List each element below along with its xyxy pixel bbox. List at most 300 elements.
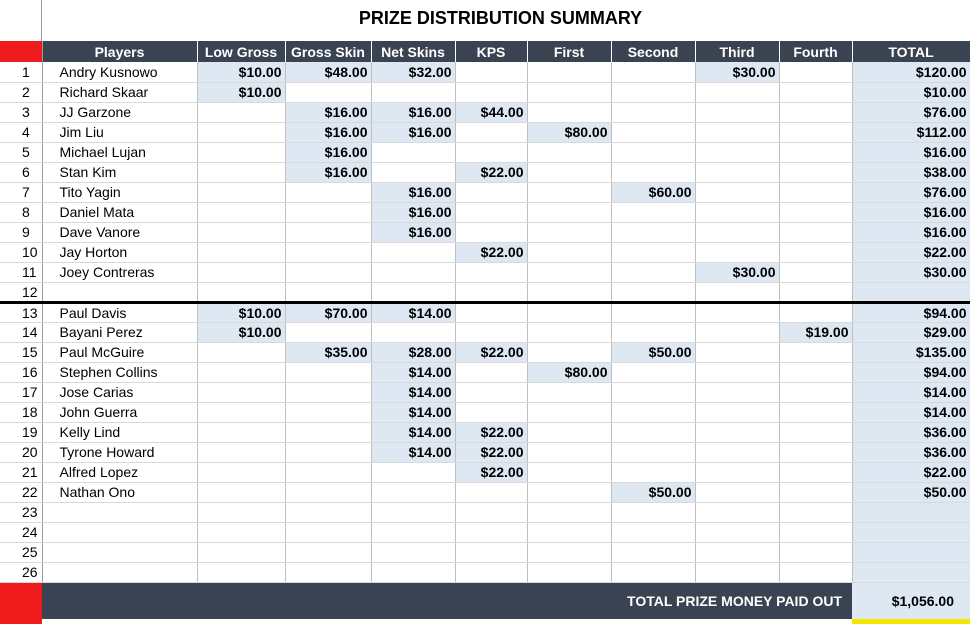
first-cell[interactable]: [527, 222, 611, 242]
kps-cell[interactable]: [455, 562, 527, 582]
first-cell[interactable]: [527, 502, 611, 522]
low-gross-cell[interactable]: [197, 482, 285, 502]
second-cell[interactable]: $50.00: [611, 342, 695, 362]
second-cell[interactable]: [611, 242, 695, 262]
player-name-cell[interactable]: Richard Skaar: [42, 82, 197, 102]
fourth-cell[interactable]: [779, 142, 852, 162]
player-name-cell[interactable]: [42, 542, 197, 562]
row-number[interactable]: 23: [0, 502, 42, 522]
player-name-cell[interactable]: Stan Kim: [42, 162, 197, 182]
player-name-cell[interactable]: Tito Yagin: [42, 182, 197, 202]
low-gross-cell[interactable]: [197, 282, 285, 302]
kps-cell[interactable]: $22.00: [455, 462, 527, 482]
first-cell[interactable]: [527, 342, 611, 362]
fourth-cell[interactable]: [779, 282, 852, 302]
second-cell[interactable]: [611, 202, 695, 222]
third-cell[interactable]: [695, 402, 779, 422]
kps-cell[interactable]: [455, 202, 527, 222]
col-header-fourth[interactable]: Fourth: [779, 41, 852, 62]
second-cell[interactable]: [611, 302, 695, 322]
fourth-cell[interactable]: [779, 202, 852, 222]
player-name-cell[interactable]: JJ Garzone: [42, 102, 197, 122]
net-skins-cell[interactable]: [371, 522, 455, 542]
third-cell[interactable]: [695, 162, 779, 182]
net-skins-cell[interactable]: [371, 482, 455, 502]
fourth-cell[interactable]: $19.00: [779, 322, 852, 342]
third-cell[interactable]: [695, 462, 779, 482]
kps-cell[interactable]: [455, 182, 527, 202]
third-cell[interactable]: [695, 242, 779, 262]
fourth-cell[interactable]: [779, 222, 852, 242]
row-number[interactable]: 21: [0, 462, 42, 482]
first-cell[interactable]: [527, 382, 611, 402]
low-gross-cell[interactable]: [197, 522, 285, 542]
fourth-cell[interactable]: [779, 242, 852, 262]
player-name-cell[interactable]: Kelly Lind: [42, 422, 197, 442]
second-cell[interactable]: [611, 282, 695, 302]
player-name-cell[interactable]: Bayani Perez: [42, 322, 197, 342]
low-gross-cell[interactable]: [197, 162, 285, 182]
low-gross-cell[interactable]: $10.00: [197, 302, 285, 322]
third-cell[interactable]: [695, 442, 779, 462]
low-gross-cell[interactable]: $10.00: [197, 82, 285, 102]
first-cell[interactable]: [527, 402, 611, 422]
total-cell[interactable]: $50.00: [852, 482, 970, 502]
total-cell[interactable]: [852, 542, 970, 562]
total-cell[interactable]: $16.00: [852, 202, 970, 222]
second-cell[interactable]: [611, 82, 695, 102]
second-cell[interactable]: $60.00: [611, 182, 695, 202]
player-name-cell[interactable]: Jay Horton: [42, 242, 197, 262]
col-header-third[interactable]: Third: [695, 41, 779, 62]
fourth-cell[interactable]: [779, 482, 852, 502]
player-name-cell[interactable]: Jim Liu: [42, 122, 197, 142]
total-cell[interactable]: $22.00: [852, 462, 970, 482]
net-skins-cell[interactable]: $28.00: [371, 342, 455, 362]
player-name-cell[interactable]: Michael Lujan: [42, 142, 197, 162]
row-number[interactable]: 7: [0, 182, 42, 202]
first-cell[interactable]: [527, 302, 611, 322]
kps-cell[interactable]: [455, 542, 527, 562]
gross-skin-cell[interactable]: [285, 422, 371, 442]
first-cell[interactable]: [527, 142, 611, 162]
net-skins-cell[interactable]: $14.00: [371, 382, 455, 402]
third-cell[interactable]: [695, 202, 779, 222]
low-gross-cell[interactable]: $10.00: [197, 62, 285, 82]
row-number[interactable]: 15: [0, 342, 42, 362]
total-cell[interactable]: $29.00: [852, 322, 970, 342]
gross-skin-cell[interactable]: [285, 382, 371, 402]
col-header-total[interactable]: TOTAL: [852, 41, 970, 62]
total-cell[interactable]: $38.00: [852, 162, 970, 182]
player-name-cell[interactable]: Andry Kusnowo: [42, 62, 197, 82]
total-cell[interactable]: $94.00: [852, 362, 970, 382]
row-number[interactable]: 19: [0, 422, 42, 442]
third-cell[interactable]: [695, 342, 779, 362]
third-cell[interactable]: [695, 102, 779, 122]
col-header-low-gross[interactable]: Low Gross: [197, 41, 285, 62]
col-header-second[interactable]: Second: [611, 41, 695, 62]
fourth-cell[interactable]: [779, 422, 852, 442]
gross-skin-cell[interactable]: [285, 182, 371, 202]
net-skins-cell[interactable]: $16.00: [371, 222, 455, 242]
first-cell[interactable]: [527, 542, 611, 562]
first-cell[interactable]: [527, 562, 611, 582]
kps-cell[interactable]: $22.00: [455, 342, 527, 362]
low-gross-cell[interactable]: [197, 382, 285, 402]
total-cell[interactable]: [852, 502, 970, 522]
kps-cell[interactable]: [455, 82, 527, 102]
gross-skin-cell[interactable]: [285, 82, 371, 102]
total-cell[interactable]: $76.00: [852, 182, 970, 202]
low-gross-cell[interactable]: [197, 502, 285, 522]
second-cell[interactable]: [611, 522, 695, 542]
kps-cell[interactable]: [455, 222, 527, 242]
kps-cell[interactable]: [455, 322, 527, 342]
kps-cell[interactable]: [455, 142, 527, 162]
first-cell[interactable]: [527, 282, 611, 302]
fourth-cell[interactable]: [779, 362, 852, 382]
net-skins-cell[interactable]: $16.00: [371, 122, 455, 142]
third-cell[interactable]: [695, 302, 779, 322]
col-header-first[interactable]: First: [527, 41, 611, 62]
net-skins-cell[interactable]: [371, 162, 455, 182]
low-gross-cell[interactable]: [197, 562, 285, 582]
low-gross-cell[interactable]: [197, 402, 285, 422]
kps-cell[interactable]: $22.00: [455, 422, 527, 442]
col-header-gross-skin[interactable]: Gross Skin: [285, 41, 371, 62]
second-cell[interactable]: [611, 222, 695, 242]
player-name-cell[interactable]: [42, 562, 197, 582]
kps-cell[interactable]: [455, 502, 527, 522]
total-cell[interactable]: $94.00: [852, 302, 970, 322]
row-number[interactable]: 17: [0, 382, 42, 402]
gross-skin-cell[interactable]: [285, 362, 371, 382]
first-cell[interactable]: [527, 422, 611, 442]
row-number[interactable]: 13: [0, 302, 42, 322]
low-gross-cell[interactable]: [197, 442, 285, 462]
gross-skin-cell[interactable]: $35.00: [285, 342, 371, 362]
low-gross-cell[interactable]: [197, 102, 285, 122]
gross-skin-cell[interactable]: [285, 202, 371, 222]
first-cell[interactable]: [527, 82, 611, 102]
gross-skin-cell[interactable]: [285, 502, 371, 522]
second-cell[interactable]: [611, 382, 695, 402]
third-cell[interactable]: [695, 82, 779, 102]
first-cell[interactable]: [527, 242, 611, 262]
total-cell[interactable]: $36.00: [852, 442, 970, 462]
low-gross-cell[interactable]: [197, 362, 285, 382]
row-number[interactable]: 24: [0, 522, 42, 542]
gross-skin-cell[interactable]: $16.00: [285, 122, 371, 142]
kps-cell[interactable]: [455, 482, 527, 502]
player-name-cell[interactable]: Paul Davis: [42, 302, 197, 322]
third-cell[interactable]: [695, 482, 779, 502]
net-skins-cell[interactable]: $14.00: [371, 362, 455, 382]
grand-total-cell[interactable]: $1,056.00: [852, 583, 970, 619]
low-gross-cell[interactable]: $10.00: [197, 322, 285, 342]
row-number[interactable]: 22: [0, 482, 42, 502]
second-cell[interactable]: [611, 102, 695, 122]
third-cell[interactable]: [695, 542, 779, 562]
gross-skin-cell[interactable]: $16.00: [285, 102, 371, 122]
second-cell[interactable]: [611, 422, 695, 442]
fourth-cell[interactable]: [779, 442, 852, 462]
second-cell[interactable]: [611, 62, 695, 82]
third-cell[interactable]: [695, 182, 779, 202]
net-skins-cell[interactable]: $32.00: [371, 62, 455, 82]
total-cell[interactable]: $76.00: [852, 102, 970, 122]
low-gross-cell[interactable]: [197, 542, 285, 562]
net-skins-cell[interactable]: $16.00: [371, 102, 455, 122]
first-cell[interactable]: [527, 522, 611, 542]
gross-skin-cell[interactable]: [285, 282, 371, 302]
col-header-players[interactable]: Players: [42, 41, 197, 62]
fourth-cell[interactable]: [779, 82, 852, 102]
kps-cell[interactable]: $22.00: [455, 242, 527, 262]
second-cell[interactable]: [611, 122, 695, 142]
net-skins-cell[interactable]: [371, 262, 455, 282]
gross-skin-cell[interactable]: [285, 322, 371, 342]
second-cell[interactable]: [611, 442, 695, 462]
row-number[interactable]: 11: [0, 262, 42, 282]
fourth-cell[interactable]: [779, 62, 852, 82]
net-skins-cell[interactable]: [371, 242, 455, 262]
third-cell[interactable]: [695, 222, 779, 242]
row-number[interactable]: 12: [0, 282, 42, 302]
net-skins-cell[interactable]: $14.00: [371, 422, 455, 442]
gross-skin-cell[interactable]: [285, 242, 371, 262]
low-gross-cell[interactable]: [197, 222, 285, 242]
player-name-cell[interactable]: Tyrone Howard: [42, 442, 197, 462]
first-cell[interactable]: [527, 322, 611, 342]
second-cell[interactable]: [611, 162, 695, 182]
gross-skin-cell[interactable]: [285, 222, 371, 242]
fourth-cell[interactable]: [779, 262, 852, 282]
kps-cell[interactable]: [455, 522, 527, 542]
fourth-cell[interactable]: [779, 522, 852, 542]
second-cell[interactable]: [611, 362, 695, 382]
second-cell[interactable]: [611, 402, 695, 422]
gross-skin-cell[interactable]: $48.00: [285, 62, 371, 82]
player-name-cell[interactable]: Alfred Lopez: [42, 462, 197, 482]
third-cell[interactable]: [695, 502, 779, 522]
net-skins-cell[interactable]: [371, 322, 455, 342]
third-cell[interactable]: $30.00: [695, 262, 779, 282]
player-name-cell[interactable]: Paul McGuire: [42, 342, 197, 362]
fourth-cell[interactable]: [779, 302, 852, 322]
row-number[interactable]: 2: [0, 82, 42, 102]
gross-skin-cell[interactable]: [285, 562, 371, 582]
kps-cell[interactable]: [455, 62, 527, 82]
first-cell[interactable]: [527, 102, 611, 122]
net-skins-cell[interactable]: $14.00: [371, 302, 455, 322]
fourth-cell[interactable]: [779, 382, 852, 402]
player-name-cell[interactable]: [42, 522, 197, 542]
gross-skin-cell[interactable]: [285, 262, 371, 282]
fourth-cell[interactable]: [779, 102, 852, 122]
total-cell[interactable]: $16.00: [852, 222, 970, 242]
second-cell[interactable]: [611, 262, 695, 282]
first-cell[interactable]: [527, 442, 611, 462]
kps-cell[interactable]: [455, 282, 527, 302]
second-cell[interactable]: [611, 502, 695, 522]
row-number[interactable]: 1: [0, 62, 42, 82]
third-cell[interactable]: [695, 422, 779, 442]
net-skins-cell[interactable]: [371, 142, 455, 162]
net-skins-cell[interactable]: $16.00: [371, 182, 455, 202]
net-skins-cell[interactable]: [371, 542, 455, 562]
title-row-header[interactable]: [0, 0, 42, 41]
row-number[interactable]: 14: [0, 322, 42, 342]
third-cell[interactable]: $30.00: [695, 62, 779, 82]
kps-cell[interactable]: [455, 302, 527, 322]
first-cell[interactable]: [527, 262, 611, 282]
row-number[interactable]: 20: [0, 442, 42, 462]
fourth-cell[interactable]: [779, 502, 852, 522]
kps-cell[interactable]: $44.00: [455, 102, 527, 122]
total-cell[interactable]: $14.00: [852, 382, 970, 402]
third-cell[interactable]: [695, 362, 779, 382]
gross-skin-cell[interactable]: $16.00: [285, 162, 371, 182]
net-skins-cell[interactable]: [371, 562, 455, 582]
third-cell[interactable]: [695, 562, 779, 582]
second-cell[interactable]: [611, 462, 695, 482]
low-gross-cell[interactable]: [197, 122, 285, 142]
total-cell[interactable]: $36.00: [852, 422, 970, 442]
row-number[interactable]: 4: [0, 122, 42, 142]
gross-skin-cell[interactable]: [285, 442, 371, 462]
net-skins-cell[interactable]: $16.00: [371, 202, 455, 222]
second-cell[interactable]: $50.00: [611, 482, 695, 502]
total-cell[interactable]: $120.00: [852, 62, 970, 82]
first-cell[interactable]: [527, 482, 611, 502]
total-cell[interactable]: $30.00: [852, 262, 970, 282]
first-cell[interactable]: [527, 62, 611, 82]
row-number[interactable]: 5: [0, 142, 42, 162]
gross-skin-cell[interactable]: [285, 542, 371, 562]
footer-row-header[interactable]: [0, 583, 42, 624]
first-cell[interactable]: $80.00: [527, 362, 611, 382]
gross-skin-cell[interactable]: [285, 402, 371, 422]
fourth-cell[interactable]: [779, 182, 852, 202]
net-skins-cell[interactable]: [371, 282, 455, 302]
player-name-cell[interactable]: Nathan Ono: [42, 482, 197, 502]
first-cell[interactable]: [527, 462, 611, 482]
row-number[interactable]: 26: [0, 562, 42, 582]
fourth-cell[interactable]: [779, 122, 852, 142]
total-cell[interactable]: $10.00: [852, 82, 970, 102]
player-name-cell[interactable]: John Guerra: [42, 402, 197, 422]
player-name-cell[interactable]: Joey Contreras: [42, 262, 197, 282]
first-cell[interactable]: [527, 202, 611, 222]
third-cell[interactable]: [695, 282, 779, 302]
gross-skin-cell[interactable]: [285, 482, 371, 502]
third-cell[interactable]: [695, 122, 779, 142]
total-cell[interactable]: [852, 282, 970, 302]
player-name-cell[interactable]: [42, 502, 197, 522]
second-cell[interactable]: [611, 542, 695, 562]
low-gross-cell[interactable]: [197, 422, 285, 442]
player-name-cell[interactable]: Dave Vanore: [42, 222, 197, 242]
second-cell[interactable]: [611, 142, 695, 162]
second-cell[interactable]: [611, 322, 695, 342]
low-gross-cell[interactable]: [197, 182, 285, 202]
col-header-net-skins[interactable]: Net Skins: [371, 41, 455, 62]
player-name-cell[interactable]: [42, 282, 197, 302]
net-skins-cell[interactable]: $14.00: [371, 442, 455, 462]
kps-cell[interactable]: $22.00: [455, 162, 527, 182]
kps-cell[interactable]: [455, 402, 527, 422]
net-skins-cell[interactable]: [371, 82, 455, 102]
player-name-cell[interactable]: Daniel Mata: [42, 202, 197, 222]
first-cell[interactable]: [527, 162, 611, 182]
corner-cell[interactable]: [0, 41, 42, 62]
net-skins-cell[interactable]: [371, 502, 455, 522]
low-gross-cell[interactable]: [197, 142, 285, 162]
row-number[interactable]: 8: [0, 202, 42, 222]
kps-cell[interactable]: [455, 382, 527, 402]
player-name-cell[interactable]: Jose Carias: [42, 382, 197, 402]
gross-skin-cell[interactable]: $16.00: [285, 142, 371, 162]
gross-skin-cell[interactable]: [285, 462, 371, 482]
total-cell[interactable]: $16.00: [852, 142, 970, 162]
third-cell[interactable]: [695, 142, 779, 162]
fourth-cell[interactable]: [779, 562, 852, 582]
fourth-cell[interactable]: [779, 462, 852, 482]
total-cell[interactable]: $135.00: [852, 342, 970, 362]
highlight-cell[interactable]: [852, 619, 970, 624]
low-gross-cell[interactable]: [197, 342, 285, 362]
low-gross-cell[interactable]: [197, 202, 285, 222]
row-number[interactable]: 3: [0, 102, 42, 122]
kps-cell[interactable]: [455, 362, 527, 382]
total-cell[interactable]: [852, 522, 970, 542]
third-cell[interactable]: [695, 522, 779, 542]
low-gross-cell[interactable]: [197, 462, 285, 482]
gross-skin-cell[interactable]: [285, 522, 371, 542]
total-cell[interactable]: $22.00: [852, 242, 970, 262]
third-cell[interactable]: [695, 382, 779, 402]
second-cell[interactable]: [611, 562, 695, 582]
row-number[interactable]: 18: [0, 402, 42, 422]
row-number[interactable]: 9: [0, 222, 42, 242]
row-number[interactable]: 6: [0, 162, 42, 182]
col-header-kps[interactable]: KPS: [455, 41, 527, 62]
first-cell[interactable]: [527, 182, 611, 202]
first-cell[interactable]: $80.00: [527, 122, 611, 142]
gross-skin-cell[interactable]: $70.00: [285, 302, 371, 322]
row-number[interactable]: 25: [0, 542, 42, 562]
row-number[interactable]: 10: [0, 242, 42, 262]
fourth-cell[interactable]: [779, 542, 852, 562]
kps-cell[interactable]: [455, 262, 527, 282]
third-cell[interactable]: [695, 322, 779, 342]
net-skins-cell[interactable]: $14.00: [371, 402, 455, 422]
total-cell[interactable]: $14.00: [852, 402, 970, 422]
player-name-cell[interactable]: Stephen Collins: [42, 362, 197, 382]
total-cell[interactable]: $112.00: [852, 122, 970, 142]
fourth-cell[interactable]: [779, 162, 852, 182]
kps-cell[interactable]: [455, 122, 527, 142]
low-gross-cell[interactable]: [197, 262, 285, 282]
fourth-cell[interactable]: [779, 342, 852, 362]
net-skins-cell[interactable]: [371, 462, 455, 482]
kps-cell[interactable]: $22.00: [455, 442, 527, 462]
fourth-cell[interactable]: [779, 402, 852, 422]
row-number[interactable]: 16: [0, 362, 42, 382]
low-gross-cell[interactable]: [197, 242, 285, 262]
